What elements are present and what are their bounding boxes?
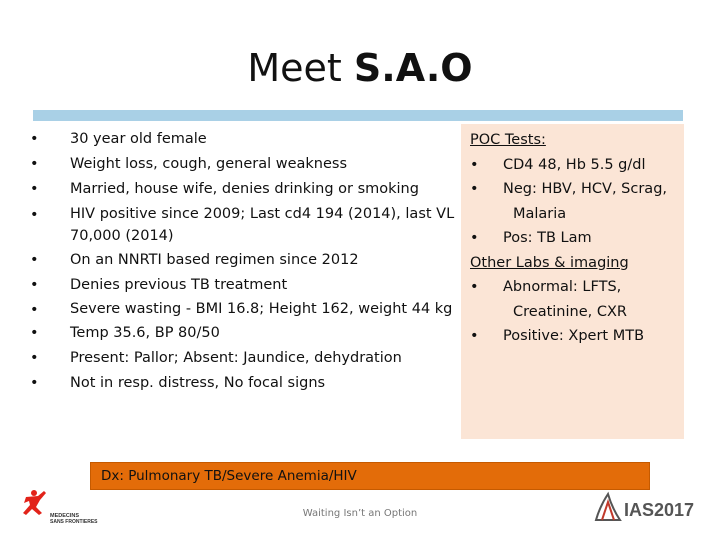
list-item-continuation: Creatinine, CXR bbox=[513, 303, 627, 320]
list-item-continuation: Malaria bbox=[513, 205, 567, 222]
bullet-icon: • bbox=[470, 279, 479, 295]
list-item: • Neg: HBV, HCV, Scrag, bbox=[470, 177, 680, 202]
list-item: • Not in resp. distress, No focal signs bbox=[30, 371, 455, 396]
bullet-icon: • bbox=[30, 276, 39, 293]
footer-tagline: Waiting Isn’t an Option bbox=[302, 508, 418, 519]
poc-tests-panel bbox=[461, 124, 684, 439]
list-item: • 30 year old female bbox=[30, 127, 455, 152]
bullet-icon: • bbox=[470, 328, 479, 344]
list-item: • On an NNRTI based regimen since 2012 bbox=[30, 248, 455, 273]
bullet-icon: • bbox=[30, 251, 39, 268]
list-item: • HIV positive since 2009; Last cd4 194 (2014), last VL 70,000 (2014) bbox=[30, 203, 455, 248]
bullet-icon: • bbox=[30, 131, 39, 147]
bullet-icon: • bbox=[30, 302, 39, 319]
list-item: • Present: Pallor; Absent: Jaundice, dehydration bbox=[30, 346, 455, 371]
slide-title bbox=[0, 42, 720, 94]
msf-logo bbox=[20, 487, 110, 527]
diagnosis-banner: Dx: Pulmonary TB/Severe Anemia/HIV bbox=[90, 462, 650, 490]
list-item: • Temp 35.6, BP 80/50 bbox=[30, 321, 455, 346]
bullet-icon: • bbox=[30, 324, 39, 341]
bullet-icon: • bbox=[470, 181, 479, 197]
running-man-icon bbox=[23, 490, 46, 515]
other-labs-heading: Other Labs & imaging bbox=[470, 254, 629, 271]
bullet-icon: • bbox=[470, 230, 479, 246]
list-item: • Weight loss, cough, general weakness bbox=[30, 152, 455, 177]
title-name: S.A.O bbox=[353, 46, 473, 90]
patient-history-list bbox=[30, 127, 455, 396]
msf-logo-text-1: MEDECINS bbox=[50, 513, 80, 519]
list-item: • Pos: TB Lam bbox=[470, 226, 680, 251]
bullet-icon: • bbox=[30, 349, 39, 366]
bullet-icon: • bbox=[470, 156, 479, 173]
bullet-icon: • bbox=[30, 374, 39, 391]
list-item: • CD4 48, Hb 5.5 g/dl bbox=[470, 153, 680, 178]
list-item: • Severe wasting - BMI 16.8; Height 162, weight 44 kg bbox=[30, 298, 455, 321]
poc-heading: POC Tests: bbox=[470, 132, 546, 148]
list-item: • Abnormal: LFTS, bbox=[470, 275, 680, 300]
ias-emblem-icon bbox=[596, 494, 620, 520]
msf-logo-text-2: SANS FRONTIERES bbox=[50, 519, 98, 525]
ias-logo-text: IAS2017 bbox=[624, 500, 695, 520]
bullet-icon: • bbox=[30, 181, 39, 198]
list-item: • Positive: Xpert MTB bbox=[470, 324, 680, 349]
ias-logo bbox=[590, 486, 700, 528]
title-prefix: Meet bbox=[247, 46, 354, 90]
bullet-icon: • bbox=[30, 156, 39, 173]
title-divider bbox=[33, 110, 683, 121]
list-item: • Married, house wife, denies drinking or smoking bbox=[30, 177, 455, 202]
list-item: • Denies previous TB treatment bbox=[30, 273, 455, 298]
bullet-icon: • bbox=[30, 206, 39, 223]
